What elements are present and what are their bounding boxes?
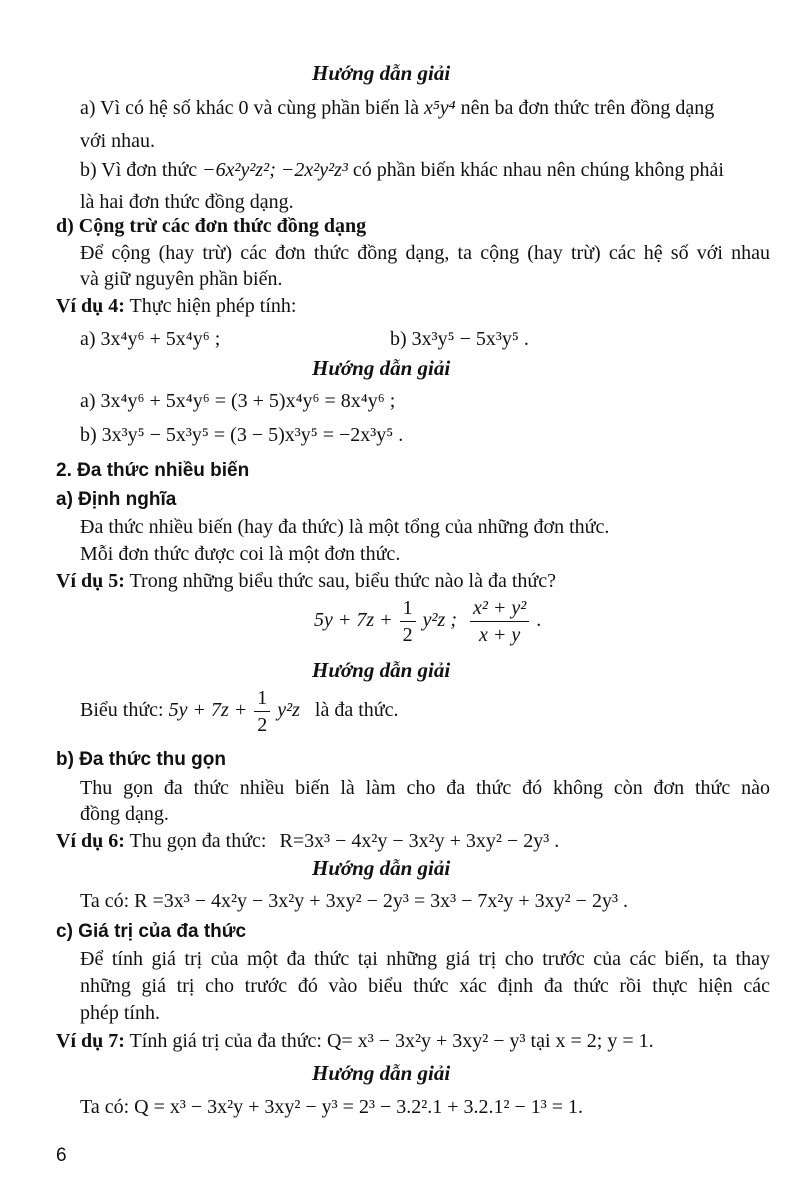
section-heading-2c: c) Giá trị của đa thức	[56, 921, 247, 942]
math-line: Ta có: Q = x³ − 3x²y + 3xy² − y³ = 2³ − 3.2².1 + 3.2.1² − 1³ = 1.	[80, 1096, 584, 1118]
fraction-numerator: 1	[402, 597, 413, 619]
math-expression: −6x²y²z²	[202, 159, 270, 181]
example-4	[56, 293, 296, 319]
math-line: Ta có: R =3x³ − 4x²y − 3x²y + 3xy² − 2y³ = 3x³ − 7x²y + 3xy² − 2y³ .	[80, 890, 628, 912]
math-line: b) 3x³y⁵ − 5x³y⁵ = (3 − 5)x³y⁵ = −2x³y⁵ .	[80, 424, 404, 446]
fraction-numerator: 1	[257, 687, 268, 709]
example-7	[56, 1028, 654, 1054]
paragraph-line: Đa thức nhiều biến (hay đa thức) là một tổng của những đơn thức.	[80, 516, 610, 538]
paragraph-line: đồng dạng.	[80, 803, 169, 825]
fraction	[400, 595, 416, 648]
math-expression: R=3x³ − 4x²y − 3x²y + 3xy² − 2y³ .	[279, 830, 560, 852]
example-5	[56, 568, 556, 594]
paragraph-line: phép tính.	[80, 1002, 160, 1024]
example-text: Tính giá trị của đa thức: Q= x³ − 3x²y + 3xy² − y³ tại x = 2; y = 1.	[129, 1030, 654, 1052]
math-line: b) 3x³y⁵ − 5x³y⁵ .	[390, 328, 529, 350]
math-line: a) 3x⁴y⁶ + 5x⁴y⁶ ;	[80, 328, 221, 350]
example-label: Ví dụ 7:	[56, 1030, 125, 1052]
paragraph-line: và giữ nguyên phần biến.	[80, 268, 283, 290]
math-expression: x⁵y⁴	[423, 97, 456, 119]
section-heading-2a: a) Định nghĩa	[56, 489, 177, 510]
solution-heading: Hướng dẫn giải	[312, 61, 451, 85]
math-expression-row	[314, 595, 541, 648]
paragraph-line: những giá trị cho trước đó vào biểu thức xác định đa thức rồi thực hiện các	[80, 975, 770, 997]
math-expression: y²z	[277, 699, 300, 722]
section-heading-2: 2. Đa thức nhiều biến	[56, 460, 250, 481]
solution-heading: Hướng dẫn giải	[312, 658, 451, 682]
solution-heading: Hướng dẫn giải	[312, 356, 451, 380]
paragraph-line: với nhau.	[80, 130, 156, 152]
paragraph-line: Để tính giá trị của một đa thức tại những giá trị cho trước của các biến, ta thay	[80, 948, 770, 970]
math-expression: ; −2x²y²z³	[269, 159, 348, 181]
text-span: b) Vì đơn thức	[80, 159, 198, 181]
fraction-numerator: x² + y²	[472, 597, 527, 619]
paragraph-line: Thu gọn đa thức nhiều biến là làm cho đa thức đó không còn đơn thức nào	[80, 777, 770, 799]
solution-heading: Hướng dẫn giải	[312, 1061, 451, 1085]
text-span: có phần biến khác nhau nên chúng không phải	[352, 159, 724, 181]
text-span: a) Vì có hệ số khác 0 và cùng phần biến là	[80, 97, 419, 119]
math-expression: 5y + 7z +	[314, 609, 393, 632]
fraction-denominator: x + y	[470, 621, 529, 648]
math-expression: 5y + 7z +	[168, 699, 248, 722]
fraction	[470, 595, 529, 648]
paragraph-line: Để cộng (hay trừ) các đơn thức đồng dạng, ta cộng (hay trừ) các hệ số với nhau	[80, 242, 770, 264]
example-6	[56, 828, 559, 854]
paragraph-line: là hai đơn thức đồng dạng.	[80, 191, 294, 213]
section-heading-d: d) Cộng trừ các đơn thức đồng dạng	[56, 215, 367, 237]
math-expression: y²z ;	[422, 609, 457, 632]
page-number: 6	[56, 1145, 67, 1166]
math-line: a) 3x⁴y⁶ + 5x⁴y⁶ = (3 + 5)x⁴y⁶ = 8x⁴y⁶ ;	[80, 390, 396, 412]
paragraph-line: Mỗi đơn thức được coi là một đơn thức.	[80, 543, 401, 565]
text-span: là đa thức.	[314, 699, 399, 722]
fraction	[254, 685, 270, 738]
example-label: Ví dụ 4:	[56, 295, 125, 317]
fraction-denominator: 2	[400, 621, 416, 648]
example-label: Ví dụ 5:	[56, 570, 125, 592]
text-span: Biểu thức:	[80, 699, 164, 722]
paragraph-line	[80, 95, 714, 121]
example-text: Trong những biểu thức sau, biểu thức nào là đa thức?	[129, 570, 556, 592]
text-span: nên ba đơn thức trên đồng dạng	[460, 97, 715, 119]
fraction-denominator: 2	[254, 711, 270, 738]
solution-heading: Hướng dẫn giải	[312, 856, 451, 880]
example-text: Thu gọn đa thức:	[129, 830, 267, 852]
example-text: Thực hiện phép tính:	[129, 295, 297, 317]
example-label: Ví dụ 6:	[56, 830, 125, 852]
section-heading-2b: b) Đa thức thu gọn	[56, 749, 226, 770]
math-expression-row	[80, 685, 399, 738]
paragraph-line	[80, 157, 724, 183]
punctuation: .	[536, 609, 542, 632]
